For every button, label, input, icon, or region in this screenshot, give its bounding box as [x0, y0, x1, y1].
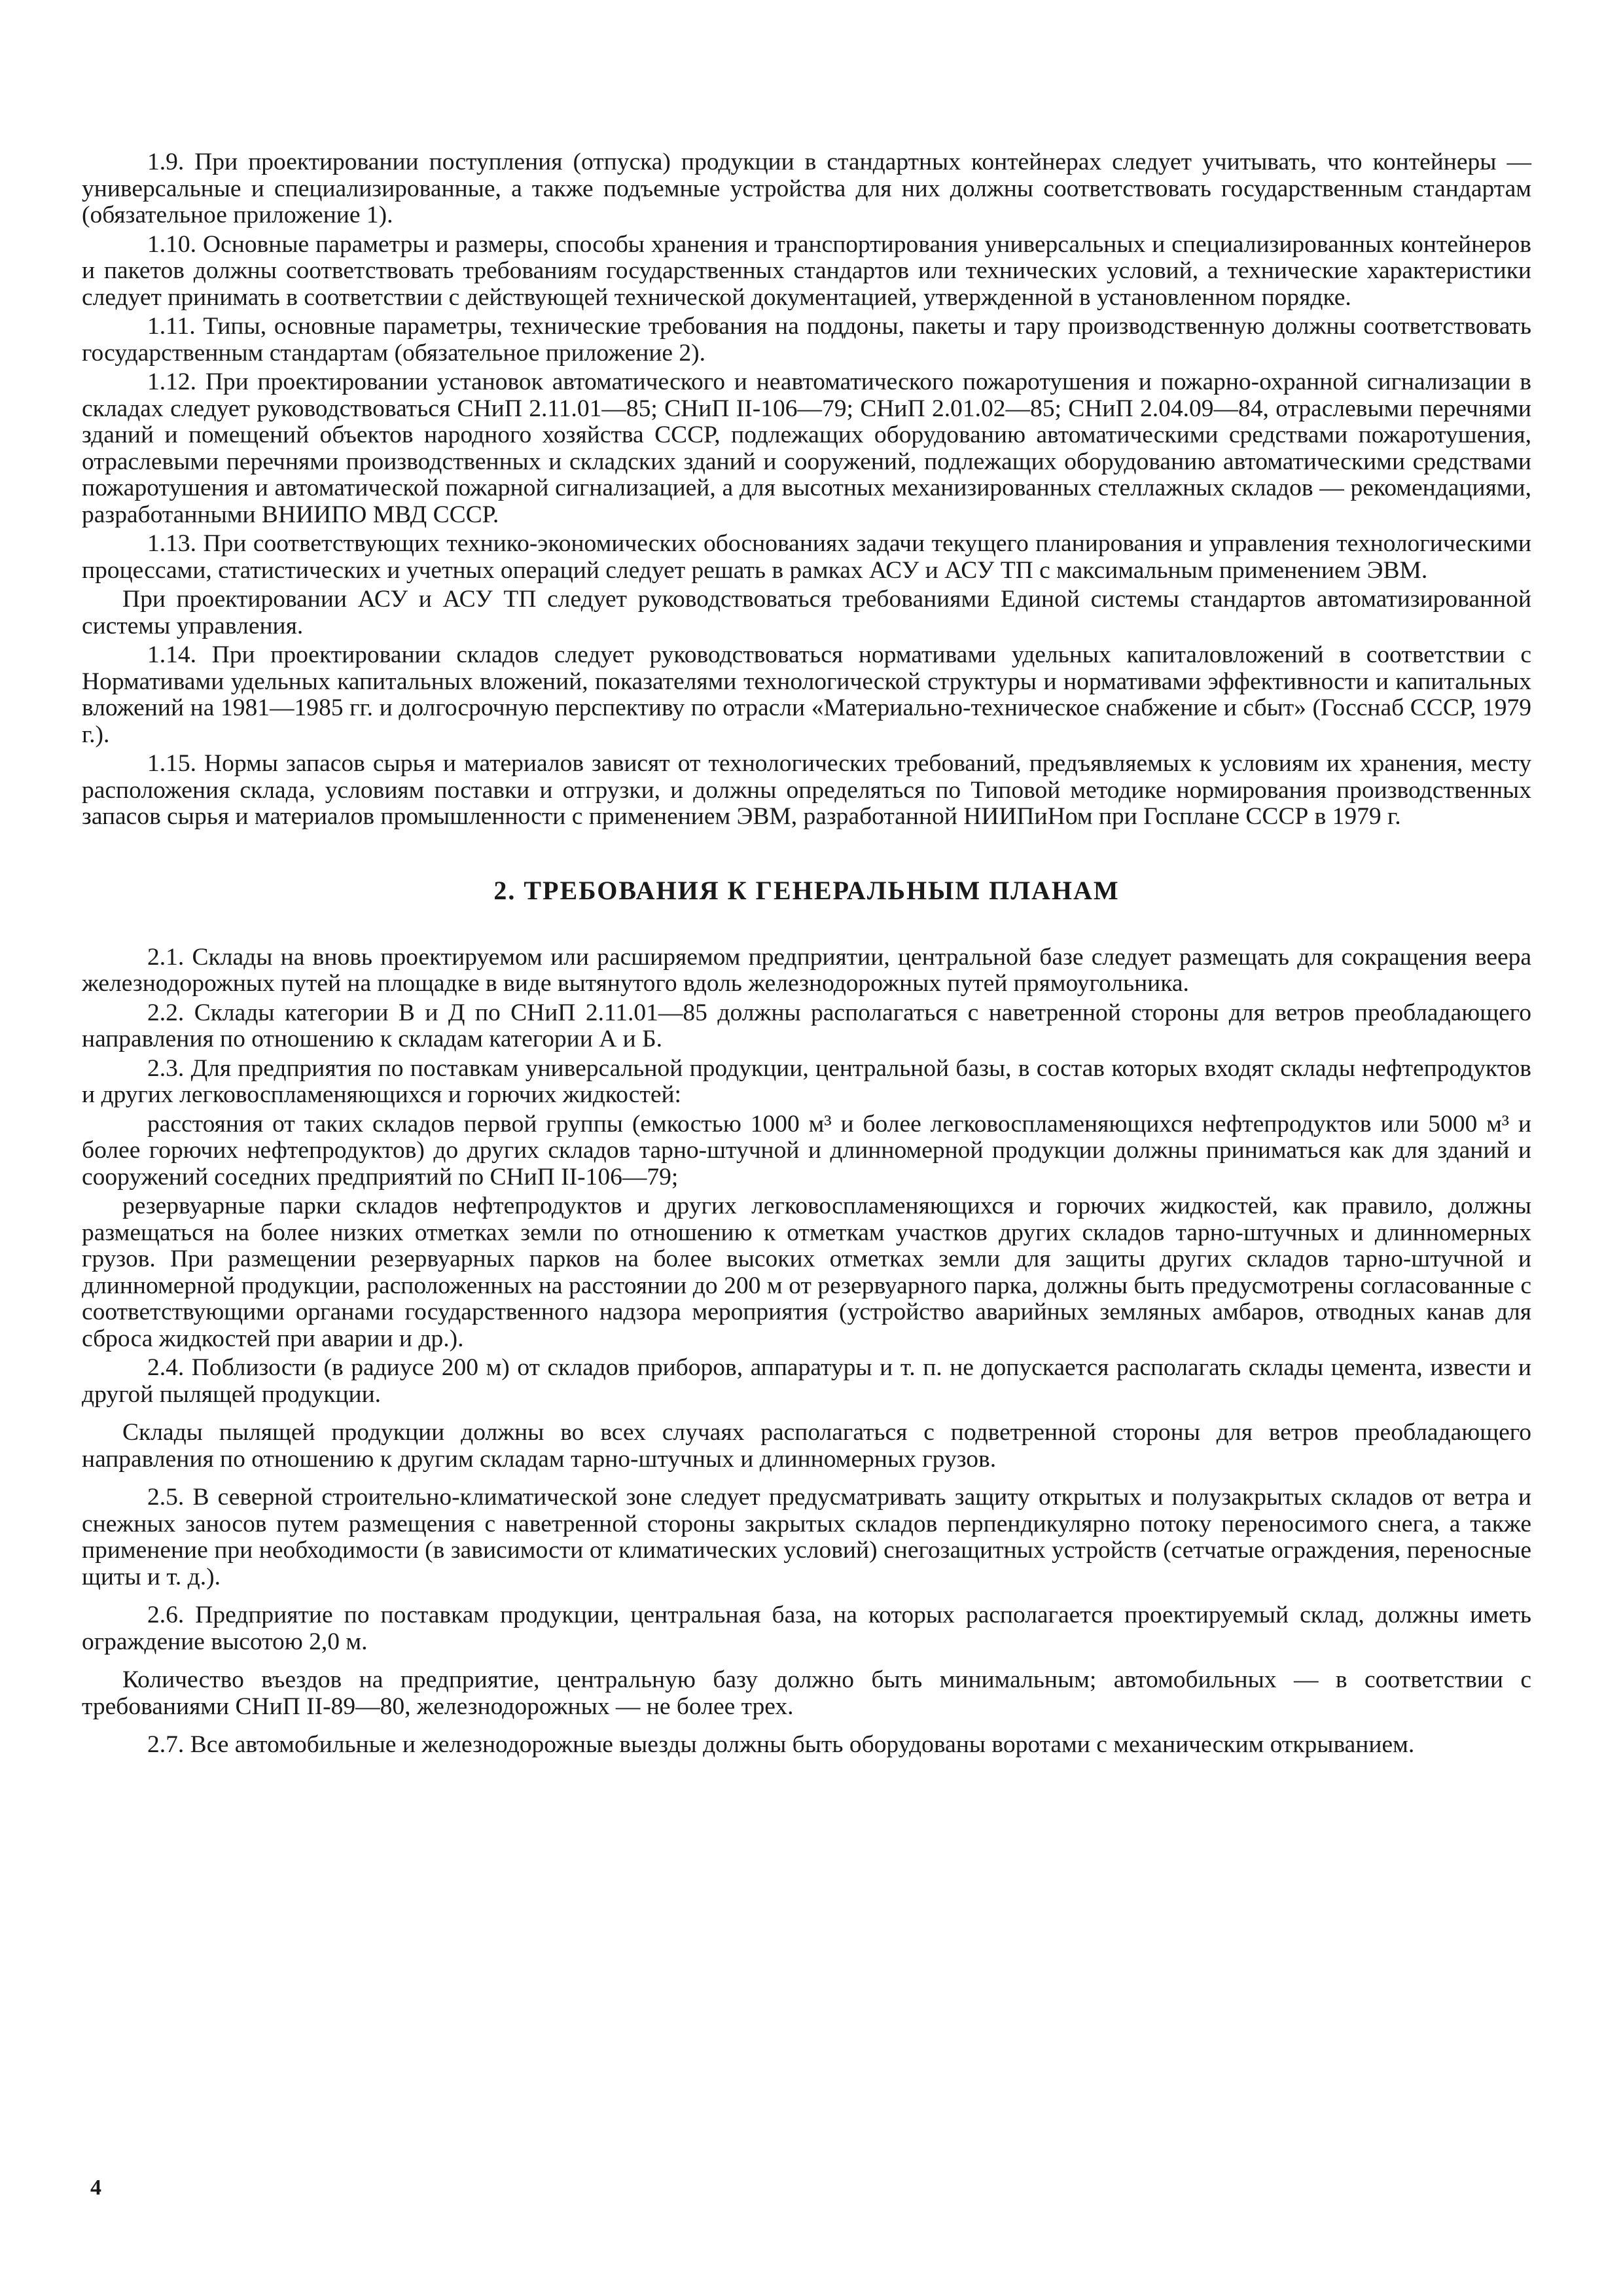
paragraph-2-4-dusty: Склады пылящей продукции должны во всех случаях располагаться с подветренной стороны для ветров преобладающего направления по отношению к другим складам тарно-штучных и длинномерных грузов. — [82, 1419, 1531, 1473]
section-2-heading: 2. ТРЕБОВАНИЯ К ГЕНЕРАЛЬНЫМ ПЛАНАМ — [493, 875, 1120, 905]
paragraph-1-13: 1.13. При соответствующих технико-экономических обоснованиях задачи текущего планирования и управления технологическими процессами, статистических и учетных операций следует решать в рамках АСУ и АСУ ТП с максимальным применением ЭВМ. — [82, 530, 1531, 584]
paragraph-2-6-entrances: Количество въездов на предприятие, центральную базу должно быть минимальным; автомобильных — в соответствии с требованиями СНиП II-89—80, железнодорожных — не более трех. — [82, 1666, 1531, 1720]
paragraph-2-2: 2.2. Склады категории В и Д по СНиП 2.11.01—85 должны располагаться с наветренной стороны для ветров преобладающего направления по отношению к складам категории А и Б. — [82, 999, 1531, 1052]
paragraph-2-3-distances: расстояния от таких складов первой группы (емкостью 1000 м³ и более легковоспламеняющихся нефтепродуктов или 5000 м³ и более горючих нефтепродуктов) до других складов тарно-штучной и длинномерной продукции должны приниматься как для зданий и сооружений соседних предприятий по СНиП II-106—79; — [82, 1110, 1531, 1191]
document-body — [82, 149, 1531, 1761]
paragraph-1-10: 1.10. Основные параметры и размеры, способы хранения и транспортирования универсальных и специализированных контейнеров и пакетов должны соответствовать требованиям государственных стандартов или технических условий, а технические характеристики следует принимать в соответствии с действующей технической документацией, утвержденной в установленном порядке. — [82, 230, 1531, 311]
paragraph-2-7: 2.7. Все автомобильные и железнодорожные выезды должны быть оборудованы воротами с механическим открыванием. — [147, 1731, 1415, 1758]
paragraph-2-3: 2.3. Для предприятия по поставкам универсальной продукции, центральной базы, в состав которых входят склады нефтепродуктов и других легковоспламеняющихся и горючих жидкостей: — [82, 1054, 1531, 1108]
paragraph-1-13-asu: При проектировании АСУ и АСУ ТП следует руководствоваться требованиями Единой системы стандартов автоматизированной системы управления. — [82, 586, 1531, 639]
page-number: 4 — [90, 2176, 101, 2200]
paragraph-2-1: 2.1. Склады на вновь проектируемом или расширяемом предприятии, центральной базе следует размещать для сокращения веера железнодорожных путей на площадке в виде вытянутого вдоль железнодорожных путей прямоугольника. — [82, 943, 1531, 997]
paragraph-2-4: 2.4. Поблизости (в радиусе 200 м) от складов приборов, аппаратуры и т. п. не допускается располагать склады цемента, извести и другой пылящей продукции. — [82, 1354, 1531, 1408]
paragraph-1-9: 1.9. При проектировании поступления (отпуска) продукции в стандартных контейнерах следует учитывать, что контейнеры — универсальные и специализированные, а также подъемные устройства для них должны соответствовать государственным стандартам (обязательное приложение 1). — [82, 149, 1531, 228]
paragraph-1-12: 1.12. При проектировании установок автоматического и неавтоматического пожаротушения и пожарно-охранной сигнализации в складах следует руководствоваться СНиП 2.11.01—85; СНиП II-106—79; СНиП 2.01.02—85; СНиП 2.04.09—84, отраслевыми перечнями зданий и помещений объектов народного хозяйства СССР, подлежащих оборудованию автоматическими средствами пожаротушения, отраслевыми перечнями производственных и складских зданий и сооружений, подлежащих оборудованию автоматическими средствами пожаротушения и автоматической пожарной сигнализацией, а для высотных механизированных стеллажных складов — рекомендациями, разработанными ВНИИПО МВД СССР. — [82, 368, 1531, 528]
paragraph-2-3-reservoirs: резервуарные парки складов нефтепродуктов и других легковоспламеняющихся и горючих жидкостей, как правило, должны размещаться на более низких отметках земли по отношению к отметкам участков других складов тарно-штучных и длинномерных грузов. При размещении резервуарных парков на более высоких отметках земли для защиты других складов тарно-штучной и длинномерной продукции, расположенных на расстоянии до 200 м от резервуарного парка, должны быть предусмотрены согласованные с соответствующими органами государственного надзора мероприятия (устройство аварийных земляных амбаров, отводных канав для сброса жидкостей при аварии и др.). — [82, 1193, 1531, 1352]
paragraph-1-15: 1.15. Нормы запасов сырья и материалов зависят от технологических требований, предъявляемых к условиям их хранения, месту расположения склада, условиям поставки и отгрузки, и должны определяться по Типовой методике нормирования производственных запасов сырья и материалов промышленности с применением ЭВМ, разработанной НИИПиНом при Госплане СССР в 1979 г. — [82, 750, 1531, 830]
paragraph-2-5: 2.5. В северной строительно-климатической зоне следует предусматривать защиту открытых и полузакрытых складов от ветра и снежных заносов путем размещения с наветренной стороны закрытых складов перпендикулярно потоку переносимого снега, а также применение при необходимости (в зависимости от климатических условий) снегозащитных устройств (сетчатые ограждения, переносные щиты и т. д.). — [82, 1484, 1531, 1590]
paragraph-1-11: 1.11. Типы, основные параметры, технические требования на поддоны, пакеты и тару производственную должны соответствовать государственным стандартам (обязательное приложение 2). — [82, 313, 1531, 367]
paragraph-2-6: 2.6. Предприятие по поставкам продукции, центральная база, на которых располагается проектируемый склад, должны иметь ограждение высотою 2,0 м. — [82, 1602, 1531, 1655]
paragraph-1-14: 1.14. При проектировании складов следует руководствоваться нормативами удельных капиталовложений в соответствии с Нормативами удельных капитальных вложений, показателями технологической структуры и нормативами эффективности и капитальных вложений на 1981—1985 гг. и долгосрочную перспективу по отрасли «Материально-техническое снабжение и сбыт» (Госснаб СССР, 1979 г.). — [82, 641, 1531, 748]
